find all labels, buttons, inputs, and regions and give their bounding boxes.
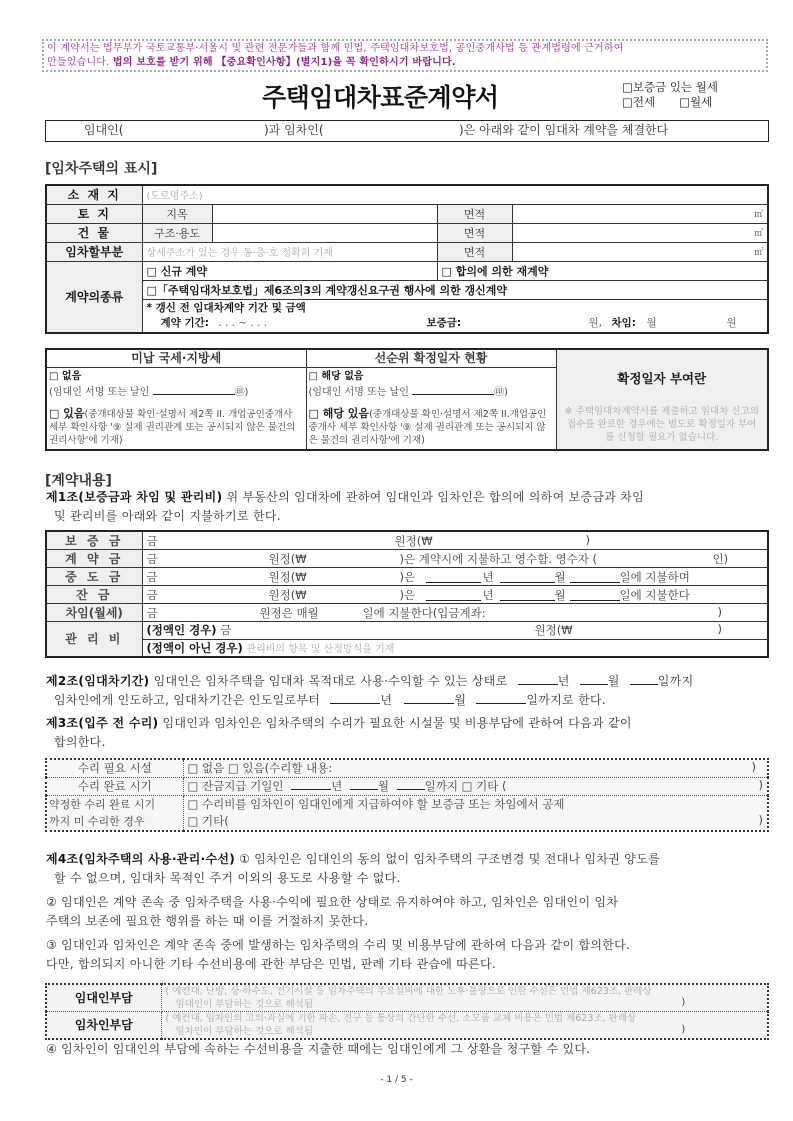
handover-month-field[interactable] [580, 673, 608, 685]
building-structure-label: 구조·용도 [142, 223, 212, 242]
balance-label: 잔 금 [46, 586, 142, 604]
notice-line-2 [47, 56, 763, 70]
building-area-label: 면적 [437, 223, 512, 242]
mgmt-fixed-field[interactable] [142, 622, 768, 640]
page-number: - 1 / 5 - [380, 1075, 413, 1085]
checkbox-priority-yes[interactable]: □ 해당 있음 [308, 406, 370, 420]
unrepaired-label-2: 까지 미 수리한 경우 [49, 814, 145, 828]
checkbox-new-contract[interactable]: □ 신규 계약 [142, 261, 437, 280]
article-4-para-1b: 할 수 없으며, 임대차 목적인 주거 이외의 용도로 사용할 수 없다. [54, 871, 401, 885]
table-row [46, 349, 768, 367]
middle-tail: 일에 지불하며 [619, 569, 690, 584]
lessor-sign-field[interactable] [153, 383, 235, 395]
checkbox-no-priority[interactable]: □ 해당 없음 [308, 370, 364, 382]
article-3-text-2: 합의한다. [54, 735, 106, 749]
wonjeong-label: 원정(₩ [534, 623, 573, 638]
article-1-text: 위 부동산의 임대차에 관하여 임대인과 임차인은 합의에 의하여 보증금과 차임 [222, 490, 645, 504]
unpaid-tax-cell [46, 367, 306, 450]
article-4-para-4: ④ 임차인이 임대인의 부담에 속하는 수선비용을 지출한 때에는 임대인에게 그 상환을 청구할 수 있다. [46, 1042, 591, 1056]
leased-area-field[interactable]: ㎡ [512, 242, 768, 261]
table-row [46, 280, 768, 299]
fixed-date-heading: 확정일자 부여란 [617, 371, 707, 387]
balance-tail: 일에 지불한다 [619, 587, 690, 602]
middle-payment-label: 중 도 금 [46, 568, 142, 586]
receiver-seal: 인) [712, 551, 729, 566]
mgmt-variable-placeholder: 관리비의 항목 및 산정방식을 기재 [246, 643, 395, 655]
article-3 [46, 714, 768, 752]
day-label: 일까지 [657, 674, 694, 688]
land-category-field[interactable] [212, 204, 437, 223]
eun-label: )은 [399, 587, 416, 602]
repair-completion-label: 수리 완료 시기 [46, 777, 183, 795]
month-label: 월 [554, 587, 566, 602]
geum-label: 금 [146, 605, 158, 620]
repair-day-field[interactable] [397, 778, 425, 790]
location-field[interactable]: (도로명주소) [142, 185, 768, 204]
repair-completion-field[interactable] [183, 777, 768, 795]
won-label-2: 원 [726, 316, 737, 329]
contract-type-options [622, 80, 718, 110]
article-2-text: 임대인은 임차주택을 임대차 목적대로 사용·수익할 수 있는 상태로 [149, 674, 508, 688]
property-table [45, 184, 769, 334]
property-section-heading: [임차주택의 표시] [45, 161, 158, 177]
balance-day-field[interactable] [570, 589, 620, 601]
prior-contract-note: * 갱신 전 임대차계약 기간 및 금액 [146, 301, 306, 314]
month-label: 월 [377, 779, 389, 793]
deposit-row-label: 보 증 금 [46, 531, 142, 550]
balance-field[interactable] [142, 586, 768, 604]
middle-year-field[interactable] [426, 571, 481, 583]
rent-row-field[interactable] [142, 604, 768, 622]
table-row [46, 242, 768, 261]
tax-and-priority-table [45, 348, 769, 451]
geum-label: 금 [146, 587, 158, 602]
notice-line-2-bold: 법의 보호를 받기 위해 【중요확인사항】(별지1)을 꼭 확인하시기 바랍니다. [112, 57, 456, 68]
building-area-field[interactable]: ㎡ [512, 223, 768, 242]
checkbox-unpaid-tax-yes[interactable]: □ 있음 [49, 406, 85, 420]
land-label: 토 지 [46, 204, 142, 223]
article-4-para-3b: 다만, 합의되지 아니한 기타 수선비용에 관한 부담은 민법, 판례 기타 관습에 따른다. [46, 957, 497, 971]
checkbox-re-agreement[interactable]: □ 합의에 의한 재계약 [437, 261, 768, 280]
middle-payment-field[interactable] [142, 568, 768, 586]
table-row [46, 795, 768, 831]
leased-area-label: 면적 [437, 242, 512, 261]
wonjeong-label: 원정(₩ [268, 551, 307, 566]
leased-part-label: 임차할부분 [46, 242, 142, 261]
geum-label: 금 [146, 551, 158, 566]
priority-yes-note: (중개대상물 확인·설명서 제2쪽 II.개업공인중개사 세부 확인사항 '⑨ 실제 권리관계 또는 공시되지 않은 물건의 권리사항'에 기재) [308, 408, 547, 446]
notice-line-2-plain: 만들었습니다. [47, 57, 113, 68]
article-2-line-2 [46, 691, 768, 710]
day-label: 일까지로 한다. [526, 693, 606, 707]
close-paren: ) [751, 760, 756, 775]
deposit-label: 보증금: [426, 316, 462, 329]
article-4-para-3: ③ 임대인과 임차인은 계약 존속 중에 발생하는 임차주택의 수리 및 비용부담에 관하여 다음과 같이 합의한다. [46, 938, 631, 952]
checkbox-jeonse[interactable]: □전세 [622, 95, 656, 109]
unrepaired-case-label [46, 795, 183, 831]
contract-kind-label: 계약의종류 [46, 261, 142, 333]
table-row [46, 604, 768, 622]
year-label: 년 [380, 693, 393, 707]
rent-text-2: 일에 지불한다(입금계좌: [362, 605, 486, 620]
year-label: 년 [557, 674, 570, 688]
seal-mark: ㊞) [234, 386, 249, 398]
article-4-title: 제4조(임차주택의 사용·관리·수선) [46, 852, 236, 866]
close-paren: ) [758, 778, 763, 792]
priority-date-cell [306, 367, 556, 450]
unrepaired-case-field [183, 795, 768, 831]
won-label-1: 원, [588, 316, 602, 329]
unrepaired-label-1: 약정한 수리 완료 시기 [49, 797, 156, 811]
period-field[interactable]: . . . ~ . . . [218, 316, 268, 329]
lessor-burden-text-2: 임대인이 부담하는 것으로 해석됨 [175, 999, 314, 1010]
repair-needed-label: 수리 필요 시설 [46, 759, 183, 777]
repair-table [45, 758, 769, 832]
checkbox-unrepaired-other[interactable]: □ 기타( [187, 813, 229, 828]
article-3-text: 임대인과 임차인은 임차주택의 수리가 필요한 시설물 및 비용부담에 관하여 다음과 같이 [158, 716, 632, 730]
table-row [46, 984, 768, 1012]
prior-contract-row [147, 316, 764, 331]
table-row [46, 622, 768, 640]
unpaid-tax-heading: 미납 국세·지방세 [46, 349, 306, 367]
wonjeong-label: 원정(₩ [268, 587, 307, 602]
table-row [46, 777, 768, 795]
lessor-burden-text-1: ( 예컨대, 난방, 상·하수도, 전기시설 등 임차주택의 주요설비에 대한 노후·불량으로 인한 수선은 민법 제623조, 판례상 [165, 986, 652, 997]
eun-label: )은 [399, 569, 416, 584]
mgmt-fee-label: 관 리 비 [46, 622, 142, 657]
year-label: 년 [482, 587, 494, 602]
priority-date-heading: 선순위 확정일자 현황 [306, 349, 556, 367]
checkbox-balance-date[interactable]: □ 잔금지급 기일인 [187, 779, 284, 793]
fixed-date-cell [556, 349, 768, 450]
article-4-para-2b: 주택의 보존에 필요한 행위를 하는 때 이를 거절하지 못한다. [46, 914, 369, 928]
rent-month-label: 월 [646, 316, 657, 329]
building-label: 건 물 [46, 223, 142, 242]
table-row [46, 639, 768, 657]
close-paren: ) [717, 622, 722, 637]
payment-table [45, 530, 769, 658]
balance-year-field[interactable] [426, 589, 481, 601]
repair-year-field[interactable] [291, 778, 331, 790]
lessor-label: 임대인( [84, 123, 124, 137]
table-row [46, 586, 768, 604]
year-label: 년 [331, 779, 343, 793]
term-month-field[interactable] [404, 692, 454, 704]
lessor-sign-label: (임대인 서명 또는 날인 [49, 386, 153, 398]
term-year-field[interactable] [330, 692, 380, 704]
mgmt-variable-label: (정액이 아닌 경우) [146, 640, 243, 655]
mgmt-fixed-label: (정액인 경우) [146, 623, 217, 638]
unpaid-tax-yes-row [49, 407, 304, 447]
building-structure-field[interactable] [212, 223, 437, 242]
lessee-burden-field[interactable] [161, 1012, 768, 1040]
parties-statement [45, 120, 769, 142]
year-label: 년 [482, 569, 494, 584]
rent-label: 차임: [611, 316, 636, 329]
article-2-title: 제2조(임대차기간) [46, 674, 150, 688]
checkbox-renewal-contract[interactable]: □「주택임대차보호법」제6조의3의 계약갱신요구권 행사에 의한 갱신계약 [142, 280, 768, 299]
land-area-field[interactable]: ㎡ [512, 204, 768, 223]
priority-yes-row [309, 407, 554, 447]
close-paren: ) [681, 997, 686, 1008]
article-3-title: 제3조(입주 전 수리) [46, 716, 159, 730]
rent-text-1: 원정은 매월 [259, 605, 319, 620]
parties-closing: )은 아래와 같이 임대차 계약을 체결한다 [459, 123, 669, 137]
contract-section-heading: [계약내용] [45, 473, 112, 489]
article-4-para-1: ① 임차인은 임대인의 동의 없이 임차주택의 구조변경 및 전대나 임차권 양도를 [235, 852, 660, 866]
table-row [46, 1012, 768, 1040]
notice-line-1: 이 계약서는 법무부가 국토교통부·서울시 및 관련 전문가들과 함께 민법, 주택임대차보호법, 공인중개사법 등 관계법령에 근거하여 [47, 43, 624, 54]
repair-needed-field[interactable] [183, 759, 768, 777]
article-1-title: 제1조(보증금과 차임 및 관리비) [46, 490, 223, 504]
document-title: 주택임대차표준계약서 [262, 83, 499, 112]
contract-type-row [622, 95, 718, 110]
lessee-burden-text-1: ( 예컨대, 임차인의 고의·과실에 기한 파손, 전구 등 통상의 간단한 수선, 소모품 교체 비용은 민법 제623조, 판례상 [165, 1013, 637, 1024]
lessee-label: )과 임차인( [264, 123, 324, 137]
close-paren: ) [717, 604, 722, 619]
repair-burden-table [45, 983, 769, 1040]
article-4-para-2: ② 임대인은 계약 존속 중 임차주택을 사용·수익에 필요한 상태로 유지하여야 하고, 임차인은 임대인이 임차 [46, 895, 619, 909]
table-row [46, 568, 768, 586]
deposit-row-field[interactable] [142, 531, 768, 550]
lessee-burden-text-2: 임차인이 부담하는 것으로 해석됨 [175, 1026, 314, 1037]
checkbox-repair-other[interactable]: 일까지 □ 기타 ( [424, 779, 507, 793]
prior-contract-info [142, 299, 768, 333]
table-row [46, 261, 768, 280]
repair-month-field[interactable] [350, 778, 378, 790]
article-2 [46, 672, 768, 710]
lessee-burden-label: 임차인부담 [46, 1012, 161, 1040]
middle-day-field[interactable] [570, 571, 620, 583]
table-row [46, 299, 768, 333]
close-paren: ) [681, 1024, 686, 1035]
handover-day-field[interactable] [630, 673, 658, 685]
checkbox-no-unpaid-tax[interactable]: □ 없음 [49, 370, 82, 382]
location-label: 소 재 지 [46, 185, 142, 204]
month-label: 월 [607, 674, 620, 688]
table-row [46, 223, 768, 242]
seal-mark-2: ㊞) [494, 386, 508, 398]
close-paren: ) [585, 532, 590, 547]
down-payment-tail: )은 계약시에 지불하고 영수함. 영수자 ( [399, 551, 598, 566]
land-category-label: 지목 [142, 204, 212, 223]
table-row [46, 185, 768, 204]
down-payment-field[interactable] [142, 550, 768, 568]
checkbox-deposit-monthly[interactable]: □보증금 있는 월세 [622, 80, 718, 94]
month-label: 월 [454, 693, 467, 707]
mgmt-variable-field[interactable] [142, 639, 768, 657]
balance-month-field[interactable] [500, 589, 555, 601]
fixed-date-note: ※ 주택임대차계약서를 제출하고 임대차 신고의 접수를 완료한 경우에는 별도로 확정일자 부여를 신청할 필요가 없습니다. [564, 406, 759, 444]
term-day-field[interactable] [476, 692, 526, 704]
lessor-sign-field-2[interactable] [412, 383, 494, 395]
article-1-text-2: 및 관리비를 아래와 같이 지불하기로 한다. [54, 509, 281, 523]
handover-year-field[interactable] [518, 673, 558, 685]
table-row [46, 531, 768, 550]
down-payment-label: 계 약 금 [46, 550, 142, 568]
checkbox-monthly[interactable]: □월세 [679, 95, 713, 109]
lessor-burden-field[interactable] [161, 984, 768, 1012]
repair-needed-options[interactable]: □ 없음 □ 있음(수리할 내용: [187, 761, 333, 776]
middle-month-field[interactable] [500, 571, 555, 583]
lessor-sign-label-2: (임대인 서명 또는 날인 [308, 386, 413, 398]
period-label: 계약 기간: [160, 316, 209, 329]
checkbox-deduct-repair[interactable]: □ 수리비를 임차인이 임대인에게 지급하여야 할 보증금 또는 차임에서 공제 [187, 796, 565, 811]
geum-label: 금 [146, 533, 158, 548]
table-row [46, 759, 768, 777]
article-1 [46, 488, 768, 526]
table-row [46, 204, 768, 223]
wonjeong-label: 원정(₩ [394, 533, 433, 548]
lessor-burden-label: 임대인부담 [46, 984, 161, 1012]
close-paren: ) [758, 812, 763, 827]
article-4 [46, 850, 768, 974]
month-label: 월 [554, 569, 566, 584]
geum-label: 금 [146, 569, 158, 584]
lessor-sign-row-2 [309, 383, 554, 399]
legal-notice-box [42, 39, 768, 72]
rent-row-label: 차임(월세) [46, 604, 142, 622]
article-2-text-2: 임차인에게 인도하고, 임대차기간은 인도일로부터 [54, 693, 321, 707]
table-row [46, 550, 768, 568]
land-area-label: 면적 [437, 204, 512, 223]
lessor-sign-row [49, 383, 304, 399]
wonjeong-label: 원정(₩ [268, 569, 307, 584]
leased-part-field[interactable]: 상세주소가 있는 경우 동·층·호 정확히 기재 [142, 242, 437, 261]
unpaid-tax-yes-note: (중개대상물 확인·설명서 제2쪽 II. 개업공인중개사 세부 확인사항 '⑨ 실제 권리관계 또는 공시되지 않은 물건의 권리사항'에 기재) [49, 408, 296, 446]
geum-label: 금 [220, 623, 232, 638]
